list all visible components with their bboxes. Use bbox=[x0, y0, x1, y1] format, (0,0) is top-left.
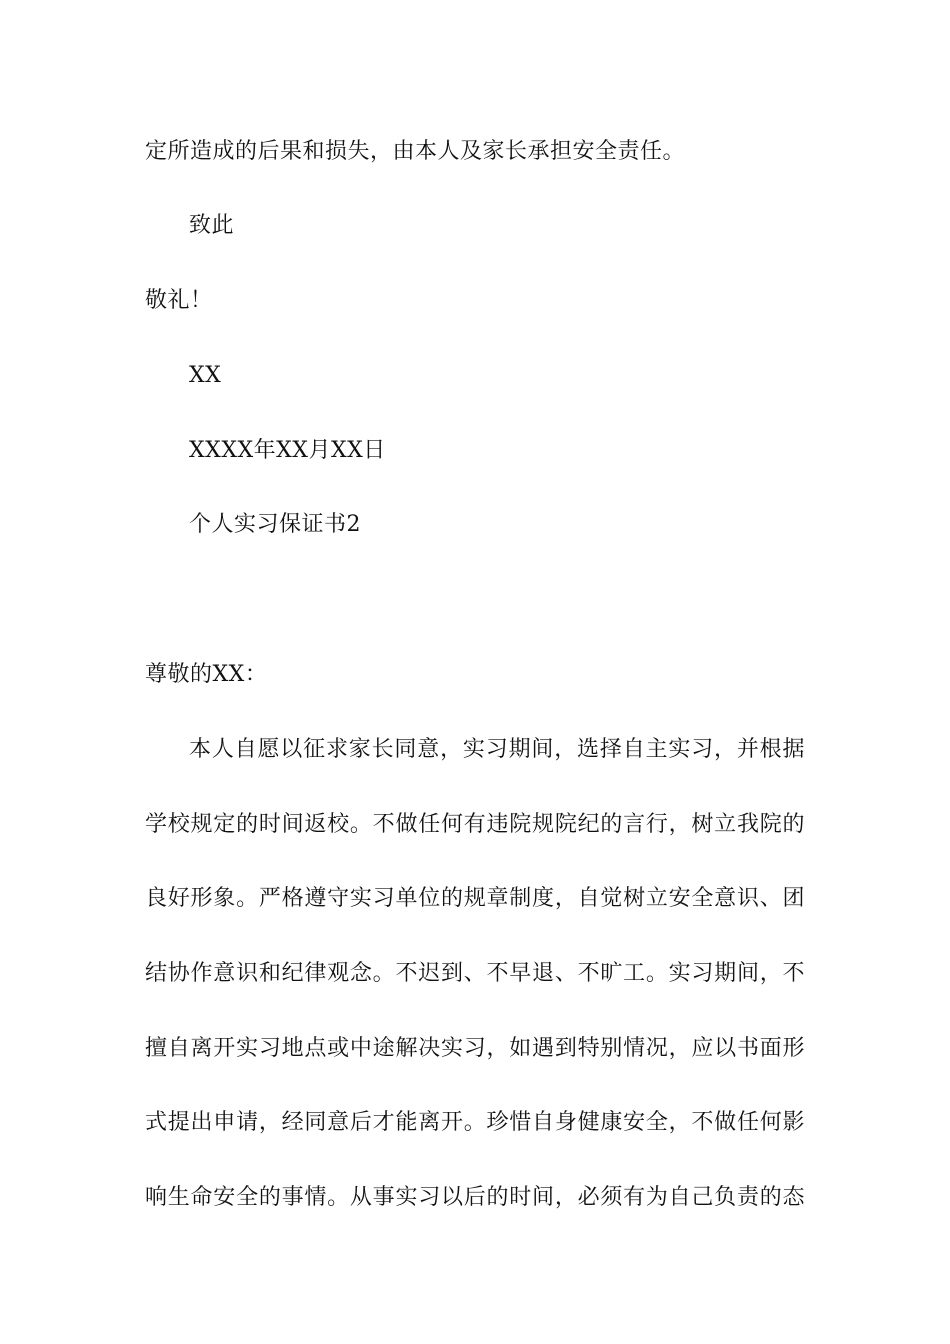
paragraph-line: 定所造成的后果和损失，由本人及家长承担安全责任。 bbox=[145, 139, 686, 164]
paragraph-line: 良好形象。严格遵守实习单位的规章制度，自觉树立安全意识、团 bbox=[145, 886, 805, 911]
paragraph-line: 式提出申请，经同意后才能离开。珍惜自身健康安全，不做任何影 bbox=[145, 1110, 805, 1135]
signature-date: XXXX年XX月XX日 bbox=[189, 438, 386, 463]
greeting: 尊敬的XX： bbox=[145, 662, 268, 687]
paragraph-line: 擅自离开实习地点或中途解决实习，如遇到特别情况，应以书面形 bbox=[145, 1036, 805, 1061]
paragraph-line: 结协作意识和纪律观念。不迟到、不早退、不旷工。实习期间，不 bbox=[145, 961, 805, 986]
closing-phrase: 致此 bbox=[189, 213, 235, 238]
signature-name: XX bbox=[189, 363, 222, 388]
paragraph-line: 本人自愿以征求家长同意，实习期间，选择自主实习，并根据 bbox=[189, 737, 805, 762]
paragraph-line: 学校规定的时间返校。不做任何有违院规院纪的言行，树立我院的 bbox=[145, 812, 805, 837]
section-title: 个人实习保证书2 bbox=[189, 512, 361, 537]
paragraph-line: 响生命安全的事情。从事实习以后的时间，必须有为自己负责的态 bbox=[145, 1185, 805, 1210]
salutation-closing: 敬礼！ bbox=[145, 288, 213, 313]
